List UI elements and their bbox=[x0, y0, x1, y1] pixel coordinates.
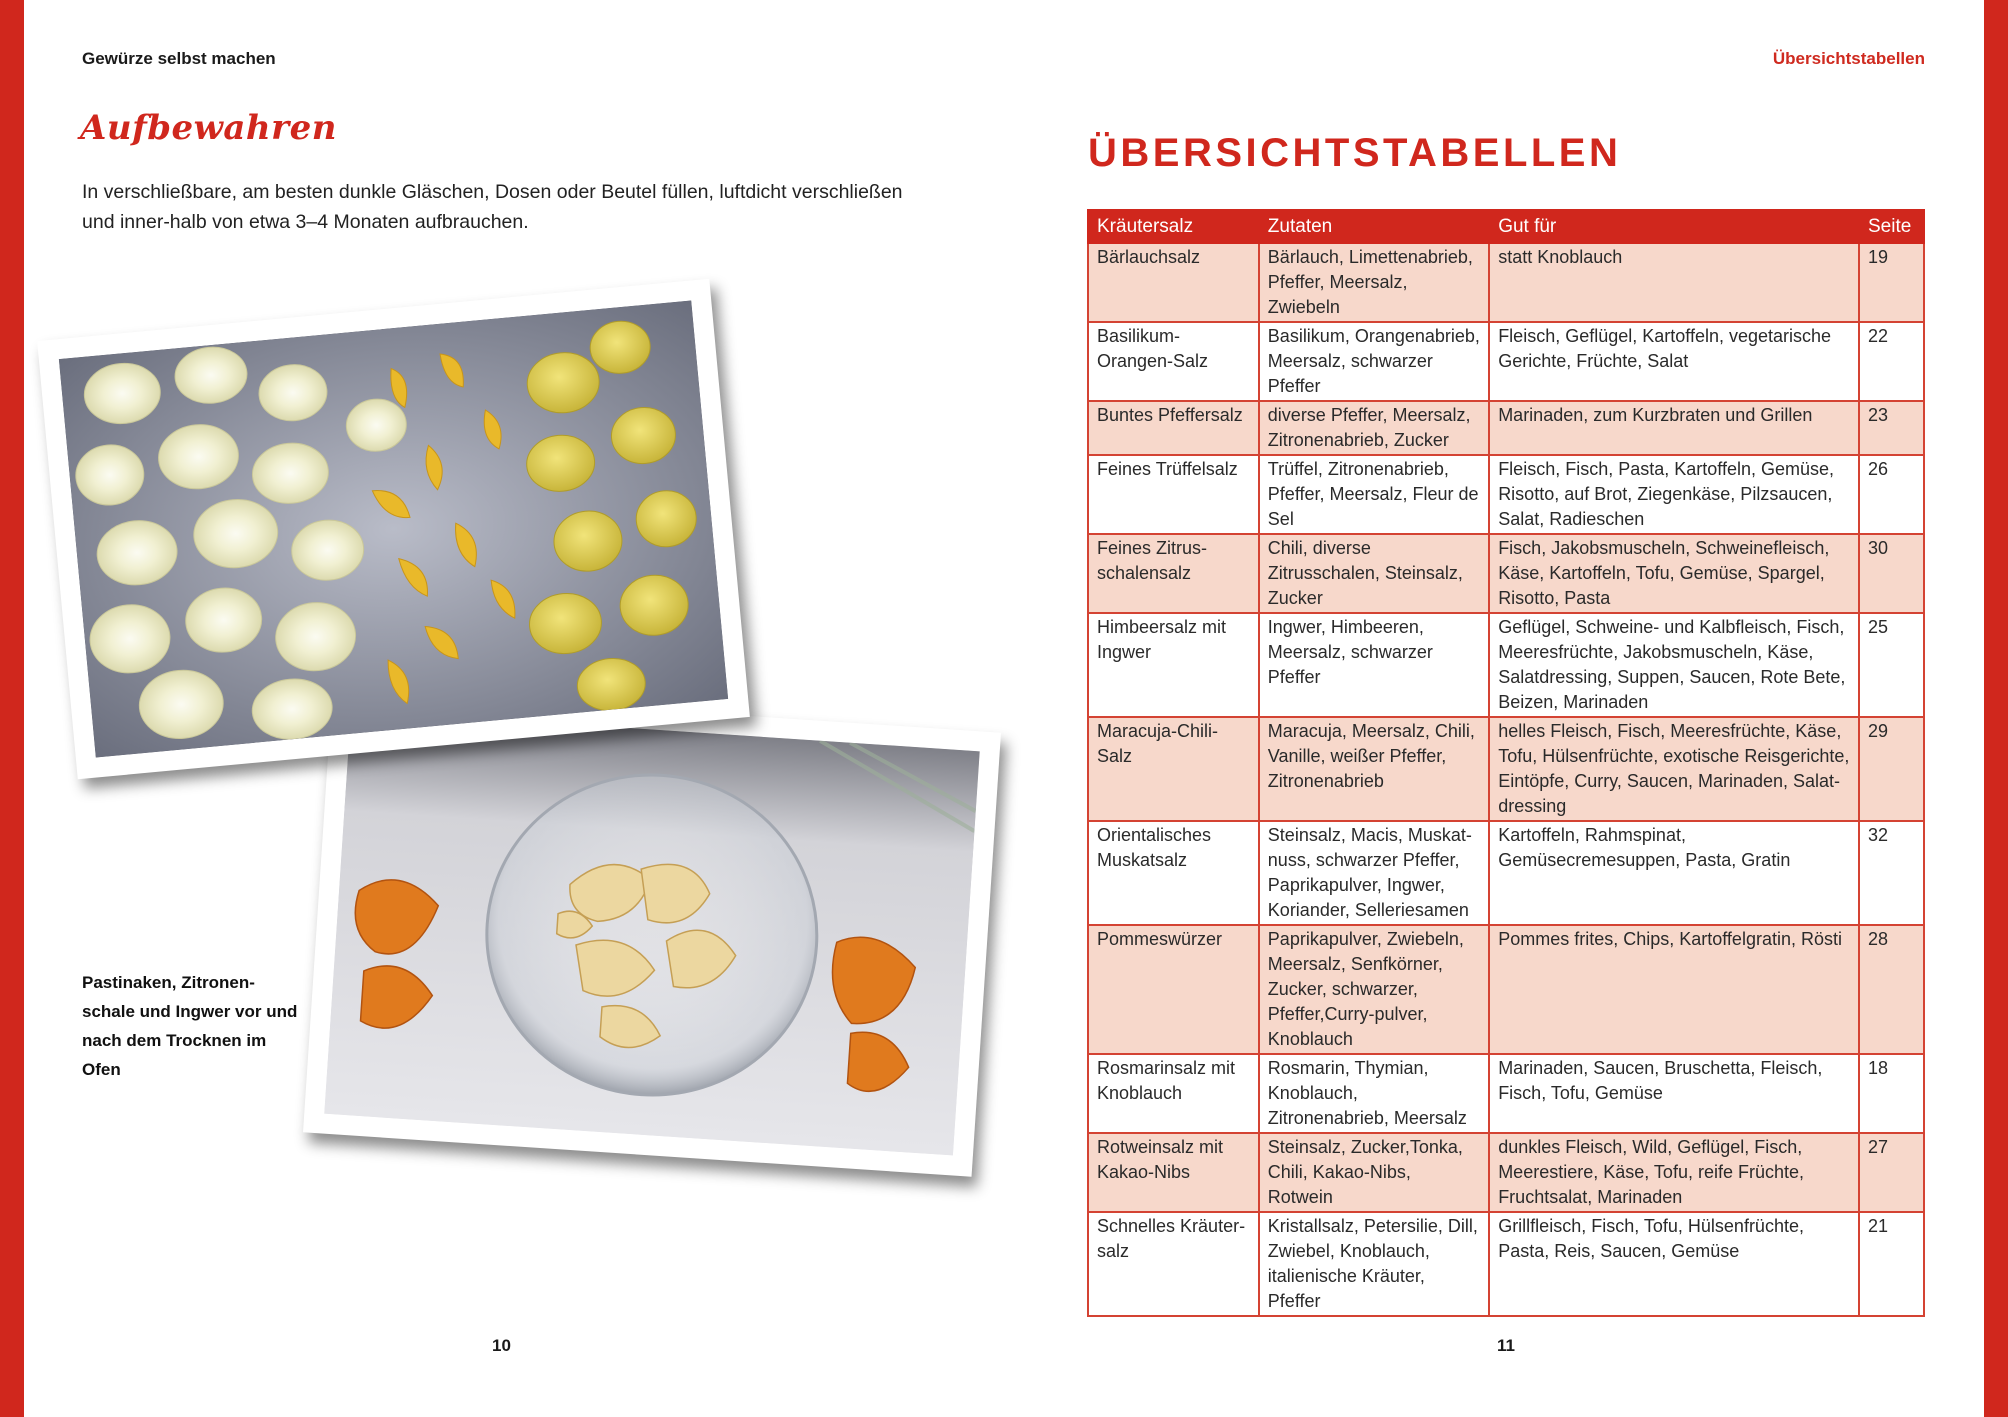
table-header-row bbox=[1088, 210, 1924, 243]
cell-ingredients: Paprikapulver, Zwiebeln, Meersalz, Senfkörner, Zucker, schwarzer, Pfeffer,Curry-pulver, Knoblauch bbox=[1259, 925, 1489, 1054]
cell-ingredients: Chili, diverse Zitrusschalen, Steinsalz, Zucker bbox=[1259, 534, 1489, 613]
cell-name: Himbeersalz mit Ingwer bbox=[1088, 613, 1259, 717]
cell-ingredients: Kristallsalz, Petersilie, Dill, Zwiebel, Knoblauch, italienische Kräuter, Pfeffer bbox=[1259, 1212, 1489, 1316]
header-seite: Seite bbox=[1859, 210, 1924, 243]
intro-paragraph: In verschließbare, am besten dunkle Gläschen, Dosen oder Beutel füllen, luftdicht verschließen und inner-halb von etwa 3–4 Monaten aufbrauchen. bbox=[82, 181, 903, 233]
section-heading: Aufbewahren bbox=[80, 108, 337, 148]
cell-name: Feines Zitrus-schalensalz bbox=[1088, 534, 1259, 613]
cell-name: Maracuja-Chili-Salz bbox=[1088, 717, 1259, 821]
cell-ingredients: Ingwer, Himbeeren, Meersalz, schwarzer Pfeffer bbox=[1259, 613, 1489, 717]
header-zutaten: Zutaten bbox=[1259, 210, 1489, 243]
cell-name: Buntes Pfeffersalz bbox=[1088, 401, 1259, 455]
right-page-edge bbox=[1984, 0, 2008, 1417]
cell-uses: Fleisch, Geflügel, Kartoffeln, vegetarische Gerichte, Früchte, Salat bbox=[1489, 322, 1859, 401]
cell-page: 21 bbox=[1859, 1212, 1924, 1316]
drying-tray-illustration bbox=[59, 301, 728, 758]
cell-name: Schnelles Kräuter-salz bbox=[1088, 1212, 1259, 1316]
page-number-left: 10 bbox=[492, 1336, 511, 1355]
running-head-left: Gewürze selbst machen bbox=[82, 49, 276, 68]
dried-bowl-illustration bbox=[324, 710, 979, 1156]
cell-name: Feines Trüffelsalz bbox=[1088, 455, 1259, 534]
photo-dried-bowl bbox=[303, 688, 1001, 1176]
cell-uses: dunkles Fleisch, Wild, Geflügel, Fisch, Meerestiere, Käse, Tofu, reife Früchte, Fruchtsalat, Marinaden bbox=[1489, 1133, 1859, 1212]
cell-ingredients: Basilikum, Orangenabrieb, Meersalz, schwarzer Pfeffer bbox=[1259, 322, 1489, 401]
cell-uses: statt Knoblauch bbox=[1489, 243, 1859, 322]
cell-uses: Grillfleisch, Fisch, Tofu, Hülsenfrüchte, Pasta, Reis, Saucen, Gemüse bbox=[1489, 1212, 1859, 1316]
cell-name: Orientalisches Muskatsalz bbox=[1088, 821, 1259, 925]
cell-page: 25 bbox=[1859, 613, 1924, 717]
table-row bbox=[1088, 322, 1924, 401]
cell-uses: Kartoffeln, Rahmspinat, Gemüsecremesuppen, Pasta, Gratin bbox=[1489, 821, 1859, 925]
cell-page: 29 bbox=[1859, 717, 1924, 821]
table-row bbox=[1088, 401, 1924, 455]
cell-uses: Pommes frites, Chips, Kartoffelgratin, Rösti bbox=[1489, 925, 1859, 1054]
cell-page: 22 bbox=[1859, 322, 1924, 401]
table-row bbox=[1088, 613, 1924, 717]
table-row bbox=[1088, 717, 1924, 821]
table-row bbox=[1088, 534, 1924, 613]
cell-page: 23 bbox=[1859, 401, 1924, 455]
photo-drying-tray bbox=[37, 279, 750, 779]
header-gut-fuer: Gut für bbox=[1489, 210, 1859, 243]
table-row bbox=[1088, 455, 1924, 534]
cell-uses: Marinaden, Saucen, Bruschetta, Fleisch, Fisch, Tofu, Gemüse bbox=[1489, 1054, 1859, 1133]
overview-table bbox=[1087, 209, 1925, 1317]
left-page-edge bbox=[0, 0, 24, 1417]
cell-uses: helles Fleisch, Fisch, Meeresfrüchte, Käse, Tofu, Hülsenfrüchte, exotische Reisgerichte, Eintöpfe, Curry, Saucen, Marinaden, Salat-dressing bbox=[1489, 717, 1859, 821]
cell-uses: Fisch, Jakobsmuscheln, Schweinefleisch, Käse, Kartoffeln, Tofu, Gemüse, Spargel, Risotto, Pasta bbox=[1489, 534, 1859, 613]
table-row bbox=[1088, 1133, 1924, 1212]
cell-ingredients: Trüffel, Zitronenabrieb, Pfeffer, Meersalz, Fleur de Sel bbox=[1259, 455, 1489, 534]
header-kraeutersalz: Kräutersalz bbox=[1088, 210, 1259, 243]
cell-ingredients: Maracuja, Meersalz, Chili, Vanille, weißer Pfeffer, Zitronenabrieb bbox=[1259, 717, 1489, 821]
table-row bbox=[1088, 821, 1924, 925]
table-row bbox=[1088, 1212, 1924, 1316]
cell-page: 26 bbox=[1859, 455, 1924, 534]
cell-ingredients: Steinsalz, Zucker,Tonka, Chili, Kakao-Nibs, Rotwein bbox=[1259, 1133, 1489, 1212]
table-row bbox=[1088, 243, 1924, 322]
cell-page: 19 bbox=[1859, 243, 1924, 322]
table-row bbox=[1088, 1054, 1924, 1133]
cell-name: Rosmarinsalz mit Knoblauch bbox=[1088, 1054, 1259, 1133]
cell-page: 18 bbox=[1859, 1054, 1924, 1133]
cell-page: 28 bbox=[1859, 925, 1924, 1054]
cell-ingredients: Bärlauch, Limettenabrieb, Pfeffer, Meersalz, Zwiebeln bbox=[1259, 243, 1489, 322]
cell-page: 32 bbox=[1859, 821, 1924, 925]
page-number-right: 11 bbox=[1497, 1336, 1515, 1355]
cell-name: Pommeswürzer bbox=[1088, 925, 1259, 1054]
cell-name: Rotweinsalz mit Kakao-Nibs bbox=[1088, 1133, 1259, 1212]
table-heading: ÜBERSICHTSTABELLEN bbox=[1088, 131, 1622, 175]
cell-uses: Geflügel, Schweine- und Kalbfleisch, Fisch, Meeresfrüchte, Jakobsmuscheln, Käse, Salatdressing, Suppen, Saucen, Rote Bete, Beizen, Marinaden bbox=[1489, 613, 1859, 717]
table-row bbox=[1088, 925, 1924, 1054]
cell-uses: Fleisch, Fisch, Pasta, Kartoffeln, Gemüse, Risotto, auf Brot, Ziegenkäse, Pilzsaucen, Salat, Radieschen bbox=[1489, 455, 1859, 534]
cell-ingredients: diverse Pfeffer, Meersalz, Zitronenabrieb, Zucker bbox=[1259, 401, 1489, 455]
cell-name: Bärlauchsalz bbox=[1088, 243, 1259, 322]
photo-caption: Pastinaken, Zitronen-schale und Ingwer vor und nach dem Trocknen im Ofen bbox=[82, 973, 298, 1079]
cell-uses: Marinaden, zum Kurzbraten und Grillen bbox=[1489, 401, 1859, 455]
cell-name: Basilikum-Orangen-Salz bbox=[1088, 322, 1259, 401]
cell-ingredients: Steinsalz, Macis, Muskat-nuss, schwarzer Pfeffer, Paprikapulver, Ingwer, Koriander, Selleriesamen bbox=[1259, 821, 1489, 925]
cell-page: 30 bbox=[1859, 534, 1924, 613]
cell-ingredients: Rosmarin, Thymian, Knoblauch, Zitronenabrieb, Meersalz bbox=[1259, 1054, 1489, 1133]
cell-page: 27 bbox=[1859, 1133, 1924, 1212]
running-head-right: Übersichtstabellen bbox=[1772, 49, 1925, 68]
